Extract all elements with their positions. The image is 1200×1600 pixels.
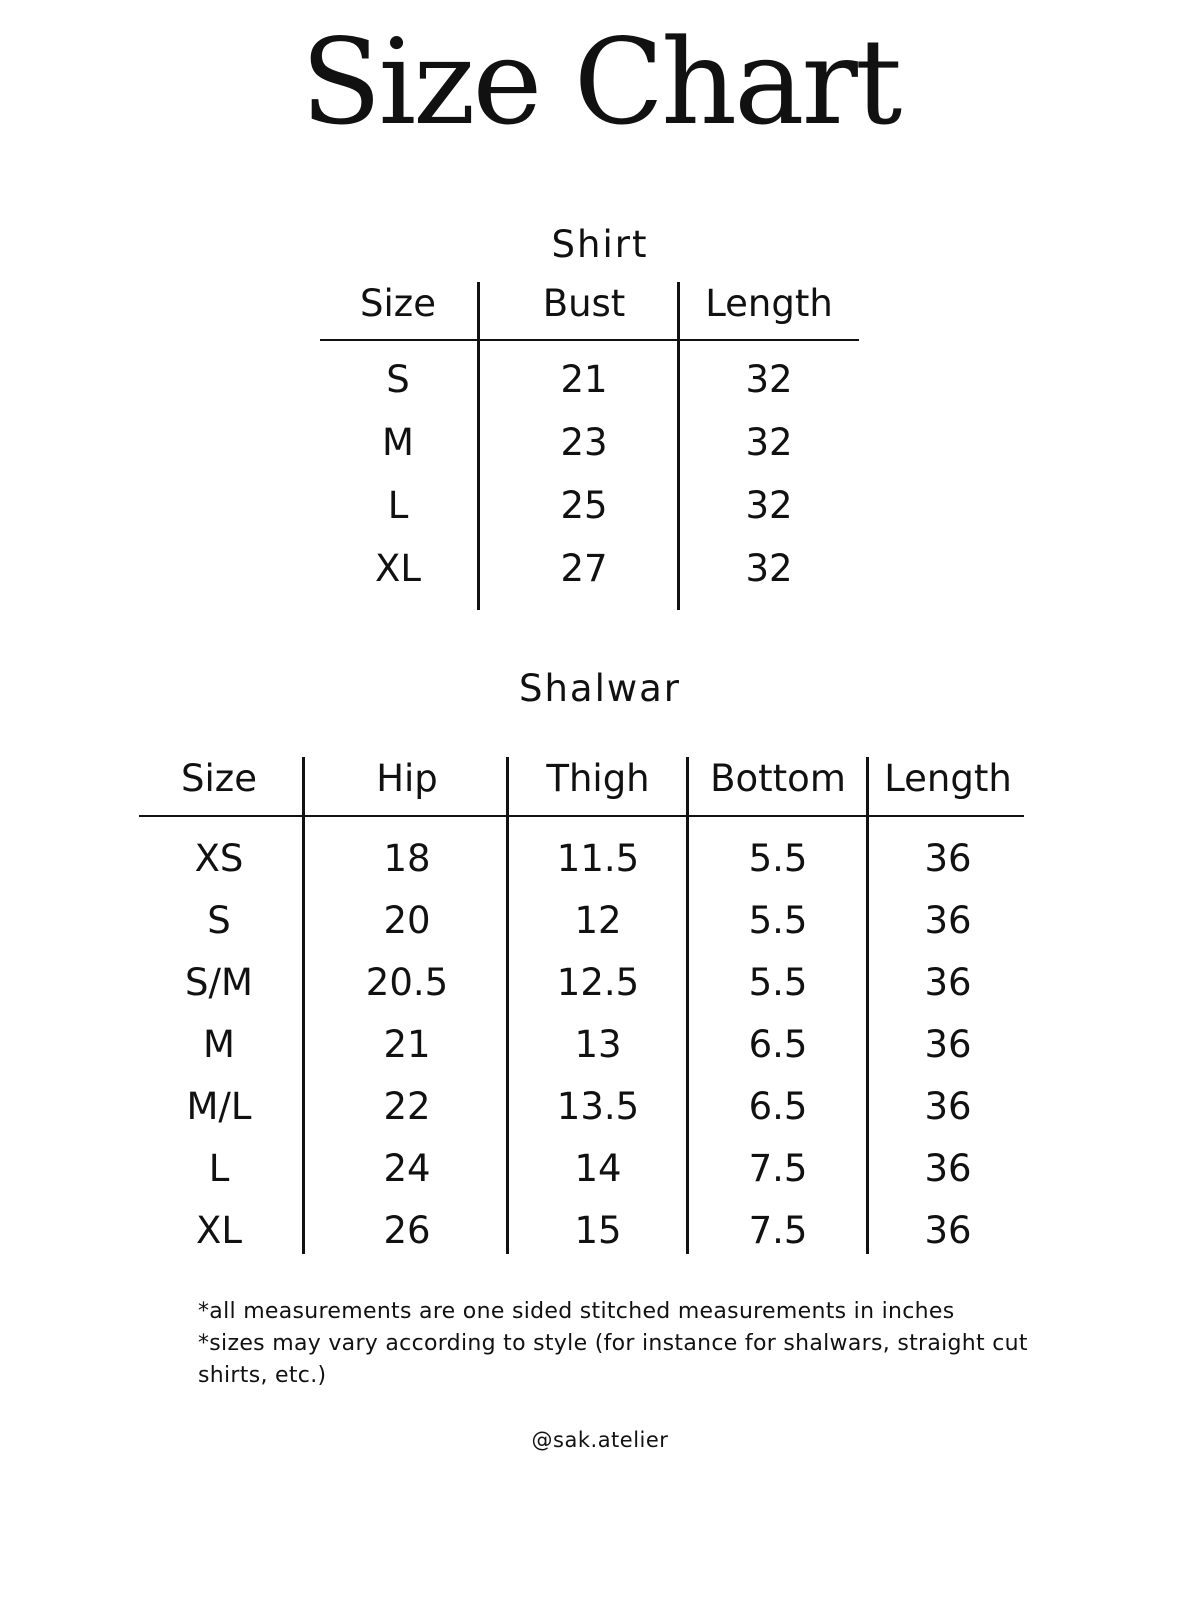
column-divider [302,757,305,1254]
table-cell: 32 [745,547,793,590]
table-cell: 20.5 [365,961,449,1004]
column-header: Hip [376,757,438,800]
measurement-notes [198,1296,1038,1392]
column-header: Thigh [546,757,650,800]
column-divider [677,282,680,610]
table-cell: 11.5 [556,837,640,880]
table-cell: 6.5 [748,1023,808,1066]
table-cell: L [387,484,409,527]
table-cell: S [386,358,410,401]
brand-handle: @sak.atelier [531,1428,669,1452]
table-cell: 23 [560,421,608,464]
table-cell: 25 [560,484,608,527]
column-divider [686,757,689,1254]
page-title: Size Chart [300,13,900,151]
column-divider [866,757,869,1254]
shirt-section-title: Shirt [551,223,649,266]
column-header: Bust [542,282,626,325]
table-cell: 36 [924,961,972,1004]
table-cell: 13.5 [556,1085,640,1128]
note-line: *all measurements are one sided stitched measurements in inches [198,1299,955,1324]
table-cell: 27 [560,547,608,590]
header-divider [139,815,1024,817]
table-cell: S [207,899,231,942]
table-cell: 21 [560,358,608,401]
shalwar-section-title: Shalwar [518,667,682,710]
table-cell: 32 [745,421,793,464]
table-cell: M [382,421,414,464]
table-cell: 32 [745,484,793,527]
table-cell: 12.5 [556,961,640,1004]
table-cell: 36 [924,1147,972,1190]
table-cell: 24 [383,1147,431,1190]
column-header: Size [181,757,257,800]
table-cell: 22 [383,1085,431,1128]
table-cell: XL [196,1209,242,1252]
table-cell: 26 [383,1209,431,1252]
table-cell: 13 [574,1023,622,1066]
table-cell: 36 [924,1085,972,1128]
column-header: Bottom [710,757,846,800]
header-divider [320,339,859,341]
table-cell: 18 [383,837,431,880]
table-cell: 14 [574,1147,622,1190]
table-cell: 36 [924,1209,972,1252]
table-cell: 7.5 [748,1147,808,1190]
table-cell: L [208,1147,230,1190]
table-cell: 5.5 [748,961,808,1004]
column-divider [477,282,480,610]
table-cell: 12 [574,899,622,942]
table-cell: 7.5 [748,1209,808,1252]
column-header: Length [705,282,833,325]
column-divider [506,757,509,1254]
note-line: *sizes may vary according to style (for instance for shalwars, straight cut shirts, etc.) [198,1331,1028,1388]
table-cell: 36 [924,899,972,942]
table-cell: 5.5 [748,899,808,942]
table-cell: 36 [924,1023,972,1066]
table-cell: M/L [186,1085,252,1128]
table-cell: 21 [383,1023,431,1066]
table-cell: XL [375,547,421,590]
table-cell: M [203,1023,235,1066]
table-cell: 15 [574,1209,622,1252]
table-cell: S/M [185,961,253,1004]
column-header: Length [884,757,1012,800]
table-cell: 5.5 [748,837,808,880]
table-cell: 6.5 [748,1085,808,1128]
table-cell: 20 [383,899,431,942]
table-cell: 32 [745,358,793,401]
column-header: Size [360,282,436,325]
table-cell: XS [194,837,244,880]
table-cell: 36 [924,837,972,880]
